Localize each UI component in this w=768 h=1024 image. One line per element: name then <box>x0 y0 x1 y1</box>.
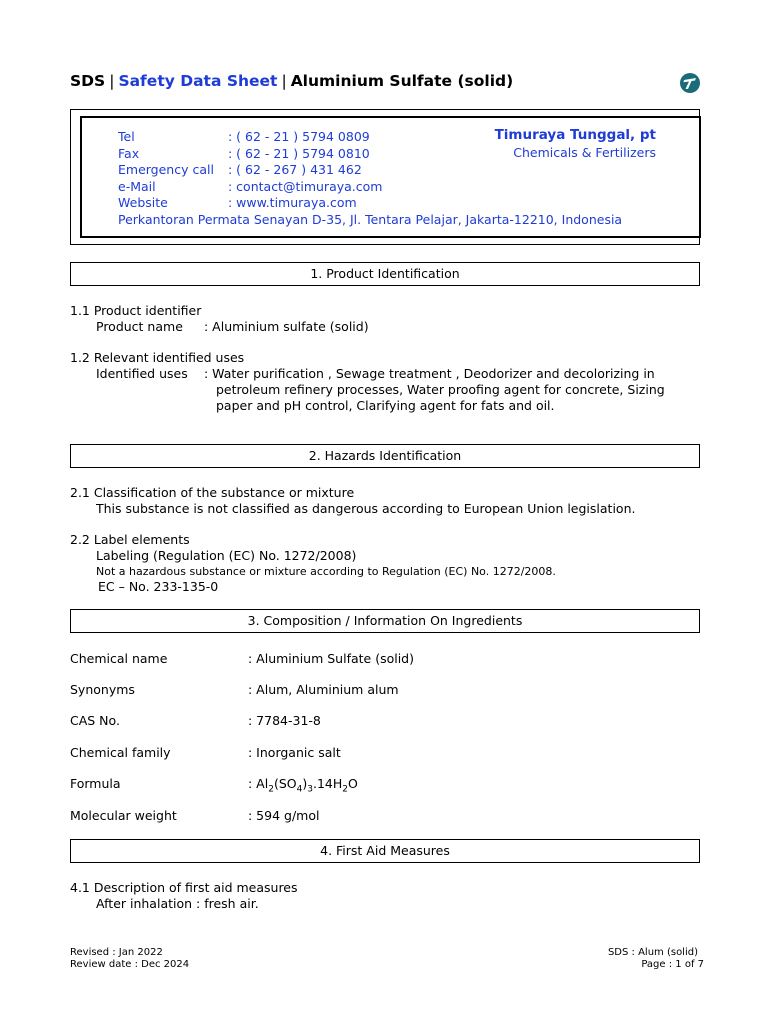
contact-label-website: Website <box>118 195 168 210</box>
s12-heading: 1.2 Relevant identified uses <box>70 350 245 365</box>
product-name-label: Product name <box>96 319 183 334</box>
identified-uses-line3: paper and pH control, Clarifying agent for fats and oil. <box>216 398 555 413</box>
identified-uses-line2: petroleum refinery processes, Water proofing agent for concrete, Sizing <box>216 382 665 397</box>
after-inhalation-text: After inhalation : fresh air. <box>96 896 259 911</box>
s21-text: This substance is not classified as dangerous according to European Union legislation. <box>96 501 636 516</box>
s41-heading: 4.1 Description of first aid measures <box>70 880 298 895</box>
section-1-heading: 1. Product Identification <box>70 262 700 286</box>
s11-heading: 1.1 Product identifier <box>70 303 202 318</box>
company-name: Timuraya Tunggal, pt <box>494 127 656 143</box>
composition-value: : Alum, Aluminium alum <box>248 682 399 697</box>
document-title <box>70 72 513 90</box>
contact-value-tel: : ( 62 - 21 ) 5794 0809 <box>228 129 370 144</box>
composition-label: Synonyms <box>70 682 135 697</box>
labeling-regulation: Labeling (Regulation (EC) No. 1272/2008) <box>96 548 357 563</box>
company-logo-icon <box>679 72 701 94</box>
title-product: Aluminium Sulfate (solid) <box>290 72 514 90</box>
composition-label: Molecular weight <box>70 808 177 823</box>
s22-heading: 2.2 Label elements <box>70 532 190 547</box>
composition-value: : 594 g/mol <box>248 808 320 823</box>
contact-value-emergency: : ( 62 - 267 ) 431 462 <box>228 162 362 177</box>
composition-value: : 7784-31-8 <box>248 713 321 728</box>
identified-uses-label: Identified uses <box>96 366 188 381</box>
contact-label-fax: Fax <box>118 146 140 161</box>
contact-value-fax: : ( 62 - 21 ) 5794 0810 <box>228 146 370 161</box>
section-4-heading: 4. First Aid Measures <box>70 839 700 863</box>
footer-review-date: Review date : Dec 2024 <box>70 959 190 970</box>
footer-revised: Revised : Jan 2022 <box>70 947 163 958</box>
not-hazardous-text: Not a hazardous substance or mixture according to Regulation (EC) No. 1272/2008. <box>96 565 556 578</box>
footer-page-number: Page : 1 of 7 <box>641 959 704 970</box>
contact-label-email: e-Mail <box>118 179 156 194</box>
product-name-value: : Aluminium sulfate (solid) <box>204 319 369 334</box>
composition-value: : Aluminium Sulfate (solid) <box>248 651 414 666</box>
ec-number: EC – No. 233-135-0 <box>98 579 219 594</box>
composition-label: Chemical family <box>70 745 171 760</box>
formula-value: : $Al_2(SO_4)_3.14H_2O$ <box>248 776 358 795</box>
contact-label-emergency: Emergency call <box>118 162 214 177</box>
section-2-heading: 2. Hazards Identification <box>70 444 700 468</box>
title-separator: | <box>281 72 287 90</box>
composition-label: CAS No. <box>70 713 120 728</box>
composition-label: Formula <box>70 776 121 791</box>
composition-value: : Inorganic salt <box>248 745 341 760</box>
identified-uses-line1: : Water purification , Sewage treatment , Deodorizer and decolorizing in <box>204 366 655 381</box>
title-safety-data-sheet: Safety Data Sheet <box>118 72 278 90</box>
contact-value-website[interactable]: : www.timuraya.com <box>228 195 357 210</box>
contact-value-email[interactable]: : contact@timuraya.com <box>228 179 383 194</box>
company-address: Perkantoran Permata Senayan D-35, Jl. Tentara Pelajar, Jakarta-12210, Indonesia <box>118 212 623 227</box>
title-separator: | <box>109 72 115 90</box>
s21-heading: 2.1 Classification of the substance or mixture <box>70 485 355 500</box>
title-sds: SDS <box>70 72 106 90</box>
footer-sds-ref: SDS : Alum (solid) <box>607 947 698 958</box>
composition-label: Chemical name <box>70 651 168 666</box>
company-subtitle: Chemicals & Fertilizers <box>513 145 656 160</box>
section-3-heading: 3. Composition / Information On Ingredients <box>70 609 700 633</box>
contact-label-tel: Tel <box>118 129 135 144</box>
